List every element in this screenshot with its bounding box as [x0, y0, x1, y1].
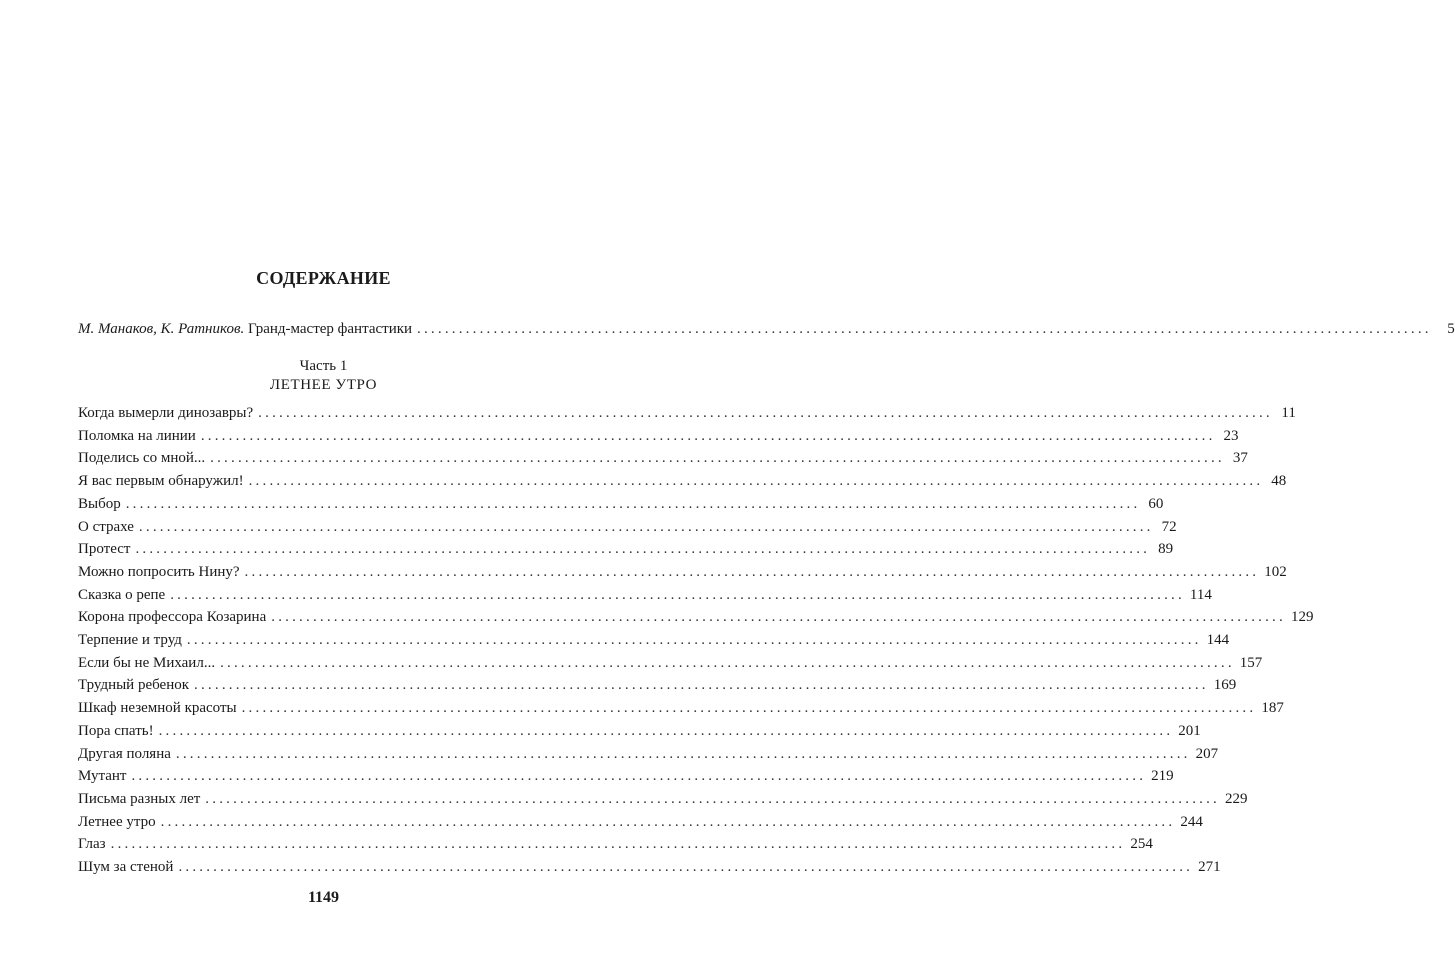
intro-title: Гранд-мастер фантастики	[247, 321, 413, 337]
dot-leader: ..................................................................................................................................................	[170, 586, 1185, 603]
dot-leader: ..................................................................................................................................................	[220, 654, 1235, 671]
toc-entry-title: Письма разных лет	[78, 790, 201, 807]
toc-entry-title: Мутант	[78, 768, 127, 785]
toc-entry	[78, 833, 1153, 855]
part-title: ЛЕТНЕЕ УТРО	[269, 377, 378, 393]
intro-page-number: 5	[1447, 321, 1455, 337]
toc-entry-page: 207	[1195, 745, 1219, 762]
intro-entry	[78, 318, 1455, 340]
toc-entry	[78, 811, 1203, 833]
toc-entry-title: Можно попросить Нину?	[78, 563, 240, 580]
dot-leader: ..................................................................................................................................................	[186, 632, 1202, 648]
dot-leader: ..................................................................................................................................................	[158, 722, 1174, 739]
toc-entry-title: Протест	[78, 541, 131, 558]
toc-entry-page: 144	[1206, 632, 1230, 648]
toc-entry-title: Терпение и труд	[78, 632, 182, 648]
dot-leader: ..................................................................................................................................................	[241, 700, 1257, 717]
toc-entry-page: 102	[1264, 563, 1287, 580]
dot-leader: ..................................................................................................................................................	[178, 859, 1194, 875]
toc-entry-title: Летнее утро	[78, 813, 156, 830]
toc-entry	[78, 561, 1287, 583]
toc-entry-page: 229	[1225, 790, 1248, 807]
toc-entry	[78, 606, 1314, 628]
toc-entry-page: 219	[1151, 768, 1174, 785]
toc-entry	[78, 697, 1284, 719]
toc-entry-title: Я вас первым обнаружил!	[78, 473, 244, 490]
toc-entry-title: Глаз	[78, 836, 106, 853]
toc-entry	[78, 538, 1174, 560]
toc-entry	[78, 402, 1296, 424]
toc-entry-page: 169	[1213, 677, 1237, 694]
dot-leader: ..................................................................................................................................................	[244, 563, 1260, 580]
dot-leader: ..................................................................................................................................................	[131, 768, 1147, 785]
toc-entry	[78, 788, 1248, 810]
toc-entry	[78, 425, 1239, 447]
toc-entry-page: 37	[1232, 450, 1248, 467]
dot-leader: ..................................................................................................................................................	[271, 609, 1286, 626]
toc-entry-title: Когда вымерли динозавры?	[78, 405, 254, 421]
toc-entry	[78, 629, 1230, 651]
toc-entry-page: 187	[1261, 700, 1284, 717]
toc-entry-title: Другая поляна	[78, 745, 171, 762]
dot-leader: ..................................................................................................................................................	[210, 450, 1225, 467]
folio-page-number: 1149	[307, 889, 340, 906]
toc-entry-title: Шум за стеной	[78, 859, 174, 875]
dot-leader: ..................................................................................................................................................	[258, 405, 1273, 421]
toc-entry	[78, 743, 1219, 765]
toc-entry-page: 244	[1180, 813, 1203, 830]
toc-entry-page: 60	[1148, 495, 1164, 512]
dot-leader: ..................................................................................................................................................	[160, 813, 1176, 830]
toc-entry	[78, 765, 1174, 787]
toc-entry-title: Поделись со мной...	[78, 450, 206, 467]
toc-entry	[78, 447, 1248, 469]
toc-entry-page: 271	[1198, 859, 1221, 875]
toc-entry	[78, 516, 1177, 538]
toc-entry-page: 72	[1161, 518, 1177, 535]
toc-entry-page: 89	[1158, 541, 1174, 558]
toc-entry-title: Корона профессора Козарина	[78, 609, 267, 626]
toc-entry-page: 11	[1281, 405, 1296, 421]
toc-entry-title: Сказка о репе	[78, 586, 166, 603]
toc-entry-page: 157	[1239, 654, 1263, 671]
toc-entry	[78, 584, 1212, 606]
toc-entry	[78, 674, 1237, 696]
toc-entry	[78, 856, 1221, 878]
dot-leader: ..................................................................................................................................................	[417, 321, 1432, 337]
dot-leader: ..................................................................................................................................................	[200, 427, 1216, 444]
toc-entry-page: 114	[1189, 586, 1212, 603]
toc-entry-title: Поломка на линии	[78, 427, 196, 444]
contents-heading: СОДЕРЖАНИЕ	[256, 268, 391, 288]
toc-entry-page: 129	[1290, 609, 1314, 626]
dot-leader: ..................................................................................................................................................	[138, 518, 1154, 535]
dot-leader: ..................................................................................................................................................	[135, 541, 1151, 558]
toc-entry-title: Выбор	[78, 495, 121, 512]
toc-entry-title: О страхе	[78, 518, 134, 535]
toc-entry-title: Трудный ребенок	[78, 677, 190, 694]
toc-entry	[78, 720, 1201, 742]
intro-authors: М. Манаков, К. Ратников.	[78, 321, 245, 337]
toc-entry-title: Если бы не Михаил...	[78, 654, 216, 671]
toc-entry-title: Пора спать!	[78, 722, 154, 739]
toc-entry	[78, 493, 1164, 515]
intro-entry-title	[78, 318, 412, 340]
dot-leader: ..................................................................................................................................................	[110, 836, 1126, 853]
toc-entry-page: 201	[1178, 722, 1201, 739]
toc-entry	[78, 652, 1263, 674]
toc-entry-page: 254	[1130, 836, 1153, 853]
toc-entry-page: 23	[1223, 427, 1239, 444]
toc-entry	[78, 470, 1287, 492]
toc-entry-page: 48	[1271, 473, 1287, 490]
dot-leader: ..................................................................................................................................................	[205, 790, 1220, 807]
dot-leader: ..................................................................................................................................................	[194, 677, 1209, 694]
dot-leader: ..................................................................................................................................................	[248, 473, 1264, 490]
part-number: Часть 1	[299, 358, 348, 374]
toc-entry-title: Шкаф неземной красоты	[78, 700, 237, 717]
dot-leader: ..................................................................................................................................................	[175, 745, 1191, 762]
dot-leader: ..................................................................................................................................................	[125, 495, 1141, 512]
